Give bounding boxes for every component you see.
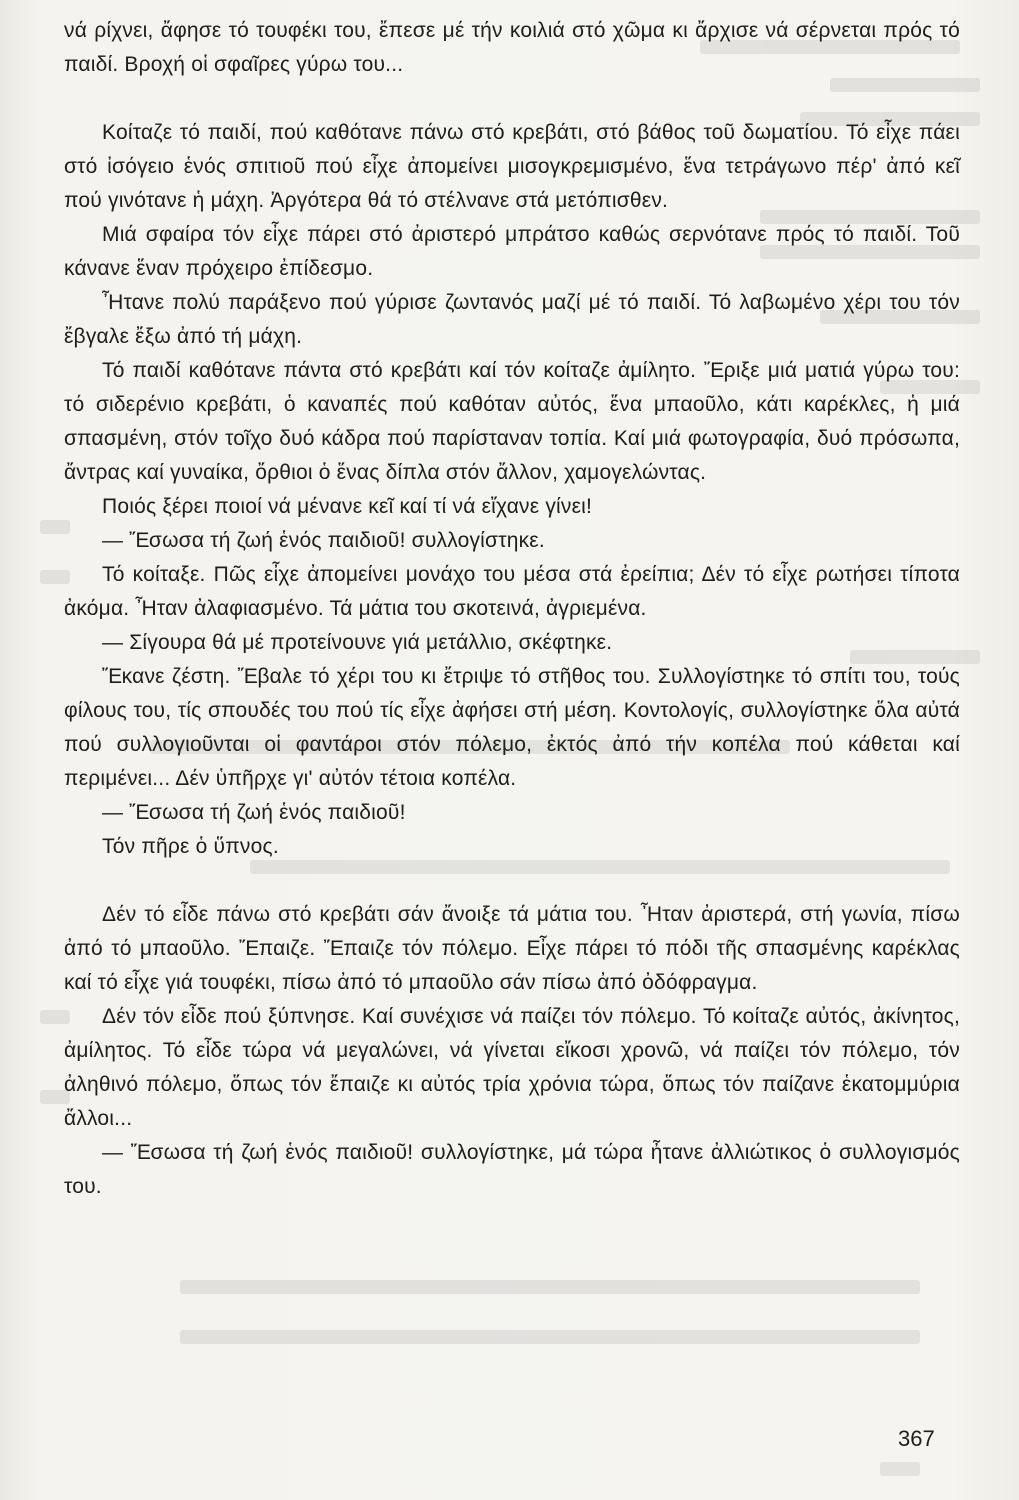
paragraph: Ἦτανε πολύ παράξενο πού γύρισε ζωντανός μαζί μέ τό παιδί. Τό λαβωμένο χέρι του τόν ἔβγαλε ἔξω ἀπό τή μάχη. [64,291,960,348]
paragraph: Ἔκανε ζέστη. Ἔβαλε τό χέρι του κι ἔτριψε τό στῆθος του. Συλλογίστηκε τό σπίτι του, τούς φίλους του, τίς σπουδές του πού τίς εἶχε ἀφήσει στή μέση. Κοντολογίς, συλλογίστηκε ὅλα αὐτά πού συλλογιοῦνται οἱ φαντάροι στόν πόλεμο, ἐκτός ἀπό τήν κοπέλα πού κάθεται καί περιμένει... Δέν ὑπῆρχε γι' αὐτόν τέτοια κοπέλα. [64,665,960,790]
paragraph: Δέν τόν εἶδε πού ξύπνησε. Καί συνέχισε νά παίζει τόν πόλεμο. Τό κοίταζε αὐτός, ἀκίνητος, ἀμίλητος. Τό εἶδε τώρα νά μεγαλώνει, νά γίνεται εἴκοσι χρονῶ, νά παίζει τόν πόλεμο, τόν ἀληθινό πόλεμο, ὅπως τόν ἔπαιζε κι αὐτός τρία χρόνια τώρα, ὅπως τόν παίζανε ἑκατομμύρια ἄλλοι... [64,1005,960,1130]
dialogue-line: — Ἔσωσα τή ζωή ἑνός παιδιοῦ! συλλογίστηκε, μά τώρα ἦτανε ἀλλιώτικος ὁ συλλογισμός του. [64,1141,960,1198]
body-text [64,14,960,1204]
paragraph: Τό κοίταξε. Πῶς εἶχε ἀπομείνει μονάχο του μέσα στά ἐρείπια; Δέν τό εἶχε ρωτήσει τίποτα ἀκόμα. Ἦταν ἀλαφιασμένο. Τά μάτια του σκοτεινά, ἀγριεμένα. [64,563,960,620]
dialogue-line: — Ἔσωσα τή ζωή ἑνός παιδιοῦ! συλλογίστηκε. [102,529,545,552]
paragraph: Τό παιδί καθότανε πάντα στό κρεβάτι καί τόν κοίταζε ἀμίλητο. Ἔριξε μιά ματιά γύρω του: τό σιδερένιο κρεβάτι, ὁ καναπές πού καθόταν αὐτός, ἕνα μπαοῦλο, κάτι καρέκλες, ἡ μιά σπασμένη, στόν τοῖχο δυό κάδρα πού παρίσταναν τοπία. Καί μιά φωτογραφία, δυό πρόσωπα, ἄντρας καί γυναίκα, ὄρθιοι ὁ ἕνας δίπλα στόν ἄλλον, χαμογελώντας. [64,359,960,484]
paragraph: Δέν τό εἶδε πάνω στό κρεβάτι σάν ἄνοιξε τά μάτια του. Ἦταν ἀριστερά, στή γωνία, πίσω ἀπό τό μπαοῦλο. Ἔπαιζε. Ἔπαιζε τόν πόλεμο. Εἶχε πάρει τό πόδι τῆς σπασμένης καρέκλας καί τό εἶχε γιά τουφέκι, πίσω ἀπό τό μπαοῦλο σάν πίσω ἀπό ὀδόφραγμα. [64,903,960,994]
page-number: 367 [898,1426,935,1451]
paragraph: Κοίταζε τό παιδί, πού καθότανε πάνω στό κρεβάτι, στό βάθος τοῦ δωματίου. Τό εἶχε πάει στό ἰσόγειο ἑνός σπιτιοῦ πού εἶχε ἀπομείνει μισογκρεμισμένο, ἕνα τετράγωνο πέρ' ἀπό κεῖ πού γινότανε ἡ μάχη. Ἀργότερα θά τό στέλνανε στά μετόπισθεν. [64,121,960,212]
dialogue-line: — Ἔσωσα τή ζωή ἑνός παιδιοῦ! [102,801,406,824]
paragraph: Ποιός ξέρει ποιοί νά μένανε κεῖ καί τί νά εἴχανε γίνει! [102,495,593,518]
dialogue-line: — Σίγουρα θά μέ προτείνουνε γιά μετάλλιο, σκέφτηκε. [102,631,613,654]
paragraph: Μιά σφαίρα τόν εἶχε πάρει στό ἀριστερό μπράτσο καθώς σερνότανε πρός τό παιδί. Τοῦ κάνανε ἕναν πρόχειρο ἐπίδεσμο. [64,223,960,280]
paragraph: Τόν πῆρε ὁ ὕπνος. [102,835,279,858]
paragraph: νά ρίχνει, ἄφησε τό τουφέκι του, ἔπεσε μέ τήν κοιλιά στό χῶμα κι ἄρχισε νά σέρνεται πρός τό παιδί. Βροχή οἱ σφαῖρες γύρω του... [64,19,960,76]
